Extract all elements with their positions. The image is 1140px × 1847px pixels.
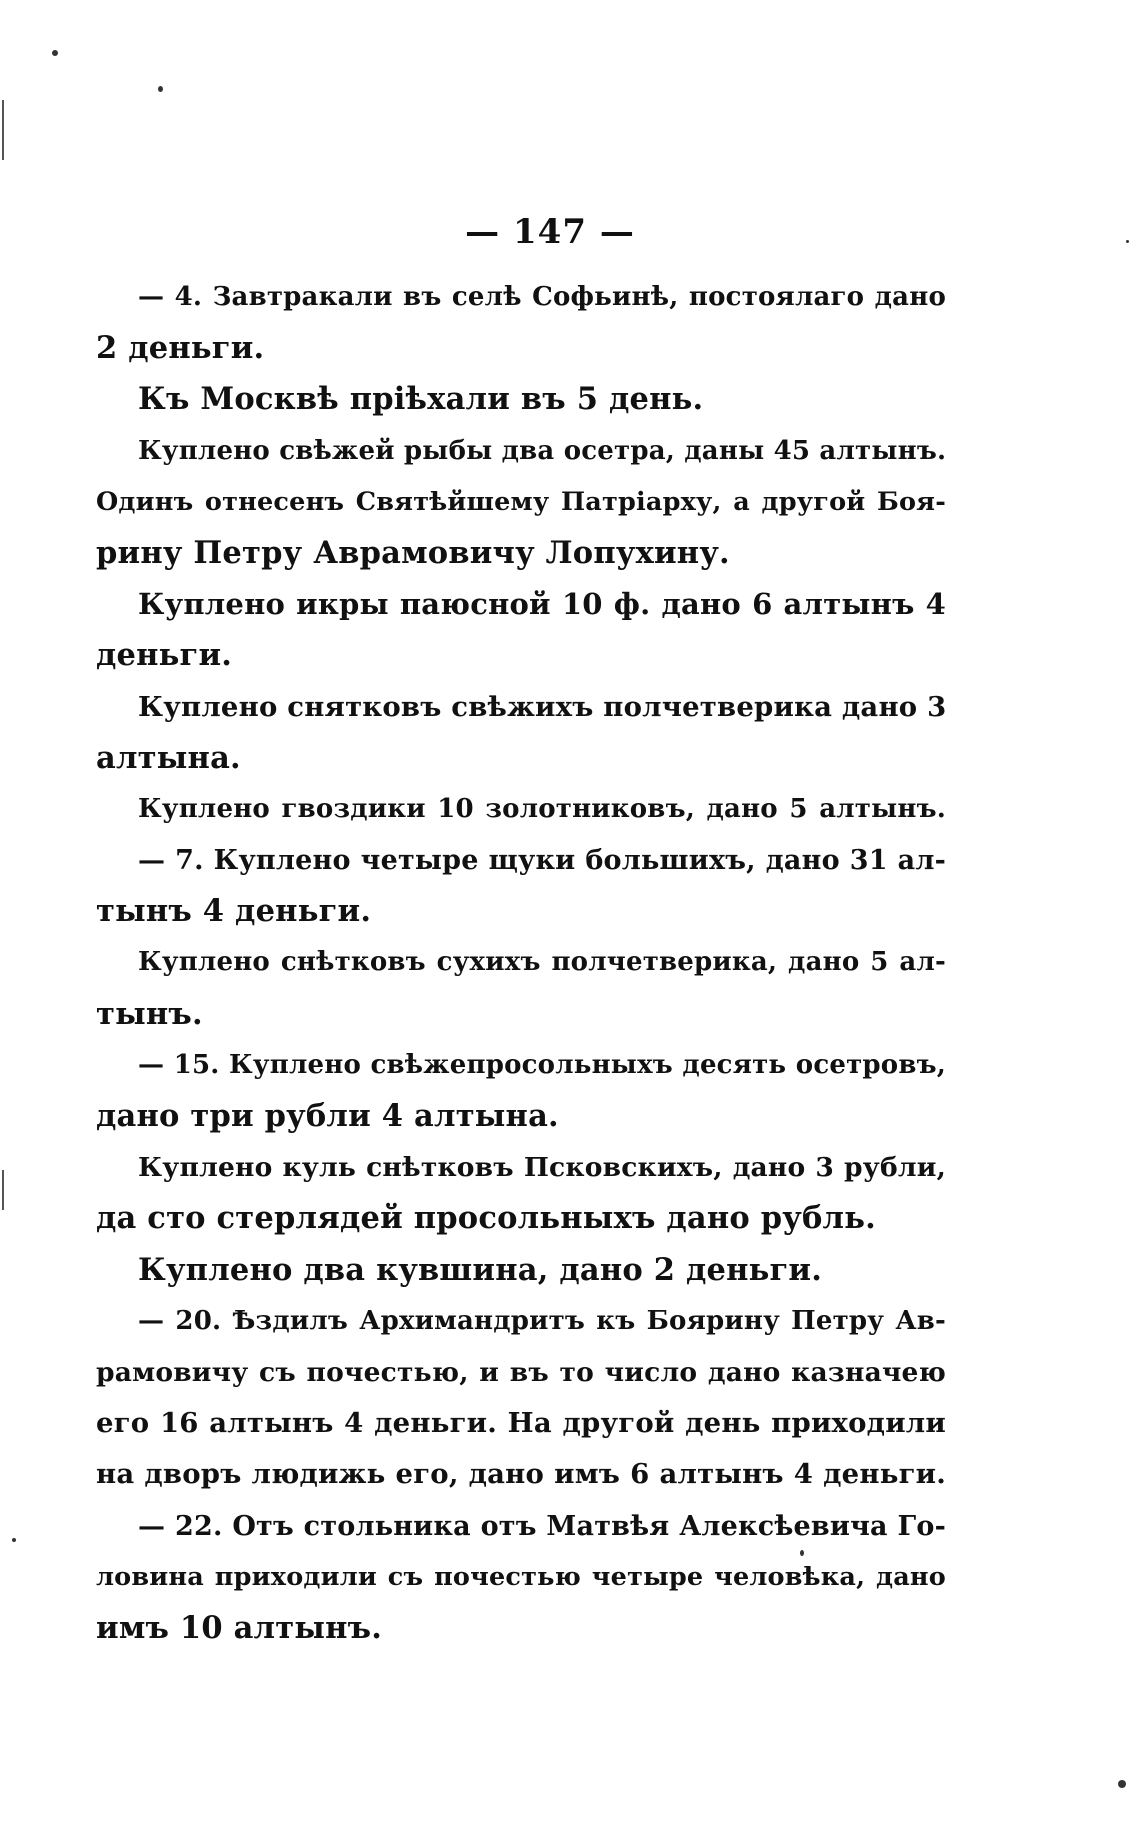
text-line: имъ 10 алтынъ.	[96, 1609, 383, 1646]
scan-speck	[12, 1538, 16, 1542]
page-edge-mark	[2, 1170, 4, 1210]
text-line: 2 деньги.	[96, 330, 265, 367]
text-line: — 15. Куплено свѣжепросольныхъ десять осетровъ,	[138, 1049, 946, 1080]
text-line: на дворъ людижь его, дано имъ 6 алтынъ 4 деньги.	[96, 1458, 946, 1491]
text-line: алтына.	[96, 739, 241, 776]
text-line: — 20. Ѣздилъ Архимандритъ къ Боярину Петру Ав-	[138, 1305, 946, 1336]
scan-speck	[800, 1550, 804, 1556]
page-number	[0, 212, 1140, 252]
text-line: дано три рубли 4 алтына.	[96, 1098, 559, 1134]
text-line: — 7. Куплено четыре щуки большихъ, дано 31 ал-	[138, 845, 946, 877]
text-line: Куплено гвоздики 10 золотниковъ, дано 5 алтынъ.	[138, 793, 946, 824]
text-line: Куплено снятковъ свѣжихъ полчетверика дано 3	[138, 690, 947, 723]
text-line: Куплено снѣтковъ сухихъ полчетверика, дано 5 ал-	[138, 947, 946, 978]
text-line: — 4. Завтракали въ селѣ Софьинѣ, постоялаго дано	[138, 282, 946, 312]
scan-speck	[1126, 240, 1129, 243]
text-line: его 16 алтынъ 4 деньги. На другой день приходили	[96, 1407, 946, 1440]
text-line: рину Петру Аврамовичу Лопухину.	[96, 534, 730, 571]
text-line: Одинъ отнесенъ Святѣйшему Патріарху, а другой Боя-	[96, 486, 946, 517]
text-line: Куплено икры паюсной 10 ф. дано 6 алтынъ 4	[138, 587, 946, 622]
text-line: Куплено куль снѣтковъ Псковскихъ, дано 3 рубли,	[138, 1152, 946, 1184]
text-line: рамовичу съ почестью, и въ то число дано казначею	[96, 1356, 946, 1388]
scan-speck	[158, 86, 163, 92]
text-line: ловина приходили съ почестью четыре человѣка, дано	[96, 1561, 946, 1592]
page-edge-mark	[2, 100, 4, 160]
scan-speck	[52, 50, 58, 56]
text-line: да сто стерлядей просольныхъ дано рубль.	[96, 1200, 876, 1237]
text-line: Куплено два кувшина, дано 2 деньги.	[138, 1251, 823, 1288]
scan-speck	[1118, 1780, 1126, 1788]
page-number-text: — 147 —	[465, 212, 635, 252]
text-line: тынъ 4 деньги.	[96, 893, 372, 930]
page-body	[96, 272, 946, 1654]
text-line: Куплено свѣжей рыбы два осетра, даны 45 алтынъ.	[138, 435, 947, 466]
text-line: тынъ.	[96, 995, 203, 1032]
text-line: — 22. Отъ стольника отъ Матвѣя Алексѣевича Го-	[138, 1510, 946, 1542]
text-line: Къ Москвѣ пріѣхали въ 5 день.	[138, 381, 704, 418]
text-line: деньги.	[96, 637, 233, 674]
